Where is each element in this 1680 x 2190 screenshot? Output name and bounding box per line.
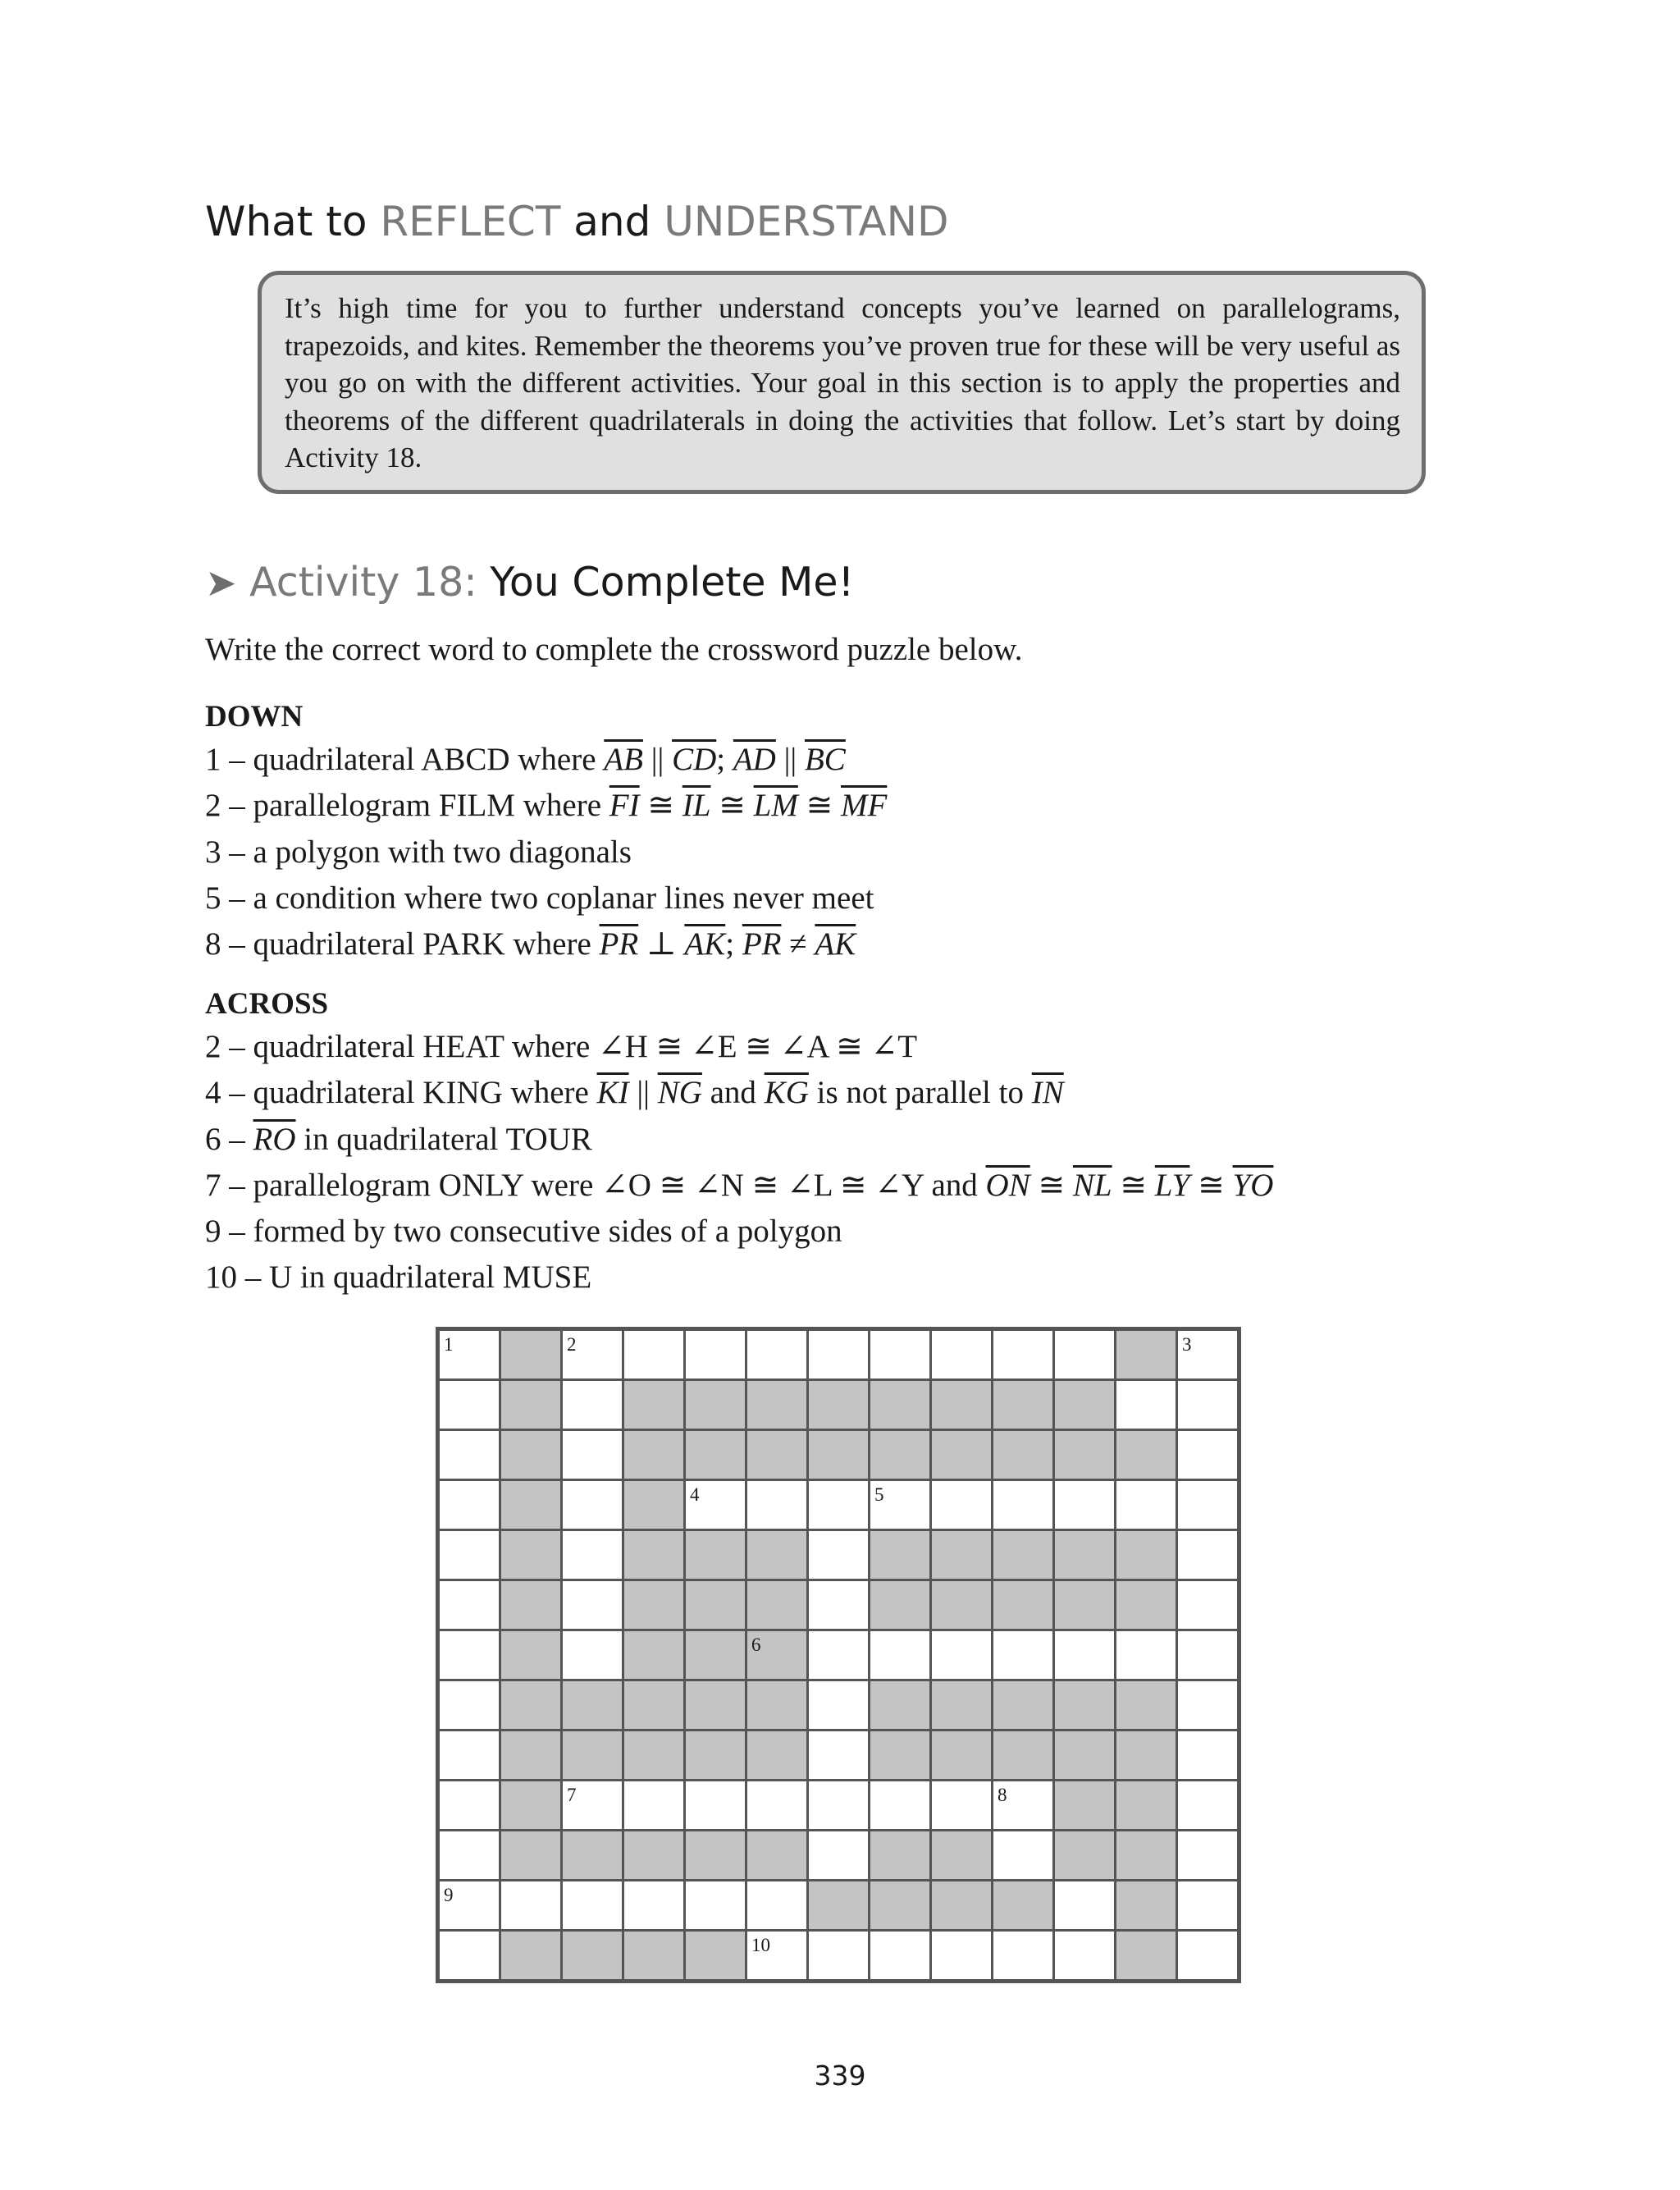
crossword-block (500, 1380, 562, 1430)
crossword-cell[interactable] (438, 1530, 500, 1580)
clue-text: || (642, 742, 673, 777)
clue-number: 10 (751, 1935, 770, 1955)
clue-text: ≅ (1112, 1167, 1155, 1203)
crossword-cell[interactable] (808, 1580, 870, 1630)
crossword-cell[interactable] (438, 1480, 500, 1530)
crossword-cell[interactable] (993, 1329, 1054, 1380)
crossword-cell[interactable] (931, 1480, 993, 1530)
crossword-block (623, 1831, 685, 1881)
crossword-cell[interactable] (1177, 1329, 1239, 1380)
crossword-cell[interactable] (685, 1480, 746, 1530)
crossword-cell[interactable] (1177, 1731, 1239, 1781)
crossword-block (993, 1881, 1054, 1931)
crossword-block (993, 1580, 1054, 1630)
crossword-row (438, 1680, 1239, 1731)
section-title-understand: UNDERSTAND (664, 198, 949, 245)
segment-notation: $\overline{YO}$ (1232, 1167, 1274, 1203)
crossword-row (438, 1731, 1239, 1781)
crossword-block (500, 1530, 562, 1580)
across-clue (205, 1255, 1273, 1301)
crossword-block (1054, 1680, 1116, 1731)
crossword-block (685, 1530, 746, 1580)
crossword-block (931, 1831, 993, 1881)
crossword-cell[interactable] (931, 1931, 993, 1982)
crossword-block (870, 1881, 931, 1931)
crossword-block (1054, 1530, 1116, 1580)
crossword-block (1116, 1831, 1177, 1881)
crossword-block (685, 1380, 746, 1430)
crossword-block (562, 1931, 623, 1982)
crossword-block (500, 1781, 562, 1831)
segment-notation: $\overline{AB}$ (604, 742, 643, 777)
segment-notation: $\overline{LY}$ (1154, 1167, 1190, 1203)
crossword-block (870, 1831, 931, 1881)
crossword-row (438, 1630, 1239, 1680)
crossword-cell[interactable] (438, 1931, 500, 1982)
clue-text: ; (716, 742, 733, 777)
segment-notation: $\overline{AD}$ (733, 742, 776, 777)
clue-text: 3 – a polygon with two diagonals (205, 834, 632, 870)
crossword-block (993, 1380, 1054, 1430)
down-clue (205, 921, 887, 967)
crossword-block (500, 1580, 562, 1630)
crossword-cell[interactable] (1177, 1430, 1239, 1480)
section-title-prefix: What to (205, 198, 381, 245)
activity-title (205, 558, 854, 607)
crossword-cell[interactable] (808, 1731, 870, 1781)
crossword-block (500, 1680, 562, 1731)
crossword-cell[interactable] (1054, 1881, 1116, 1931)
crossword-cell[interactable] (562, 1380, 623, 1430)
crossword-block (623, 1931, 685, 1982)
crossword-block (500, 1329, 562, 1380)
segment-notation: $\overline{MF}$ (841, 788, 888, 824)
crossword-block (500, 1731, 562, 1781)
crossword-block (1116, 1781, 1177, 1831)
crossword-block (870, 1731, 931, 1781)
clue-text: ≅ (1189, 1167, 1233, 1203)
segment-notation: $\overline{KI}$ (596, 1075, 629, 1111)
crossword-block (746, 1580, 808, 1630)
crossword-cell[interactable] (993, 1931, 1054, 1982)
crossword-block (931, 1530, 993, 1580)
crossword-block (1054, 1430, 1116, 1480)
crossword-block (931, 1580, 993, 1630)
crossword-block (1054, 1831, 1116, 1881)
crossword-block (623, 1430, 685, 1480)
crossword-cell[interactable] (993, 1781, 1054, 1831)
crossword-block (808, 1430, 870, 1480)
crossword-block (931, 1380, 993, 1430)
clue-text: ⊥ (638, 926, 685, 962)
crossword-block (931, 1881, 993, 1931)
crossword-cell[interactable] (562, 1630, 623, 1680)
segment-notation: $\overline{IN}$ (1031, 1075, 1064, 1111)
crossword-cell[interactable] (1116, 1480, 1177, 1530)
crossword-cell[interactable] (1054, 1329, 1116, 1380)
crossword-block (623, 1380, 685, 1430)
crossword-block (685, 1630, 746, 1680)
crossword-block (623, 1530, 685, 1580)
crossword-cell[interactable] (746, 1881, 808, 1931)
clue-text: 8 – quadrilateral PARK where (205, 926, 600, 962)
clue-text: ≅ (797, 788, 842, 824)
crossword-block (685, 1731, 746, 1781)
crossword-block (993, 1731, 1054, 1781)
crossword-cell[interactable] (1177, 1931, 1239, 1982)
clue-text: 2 – parallelogram FILM where (205, 788, 609, 824)
page-number: 339 (814, 2060, 866, 2092)
clue-text: ≅ (639, 788, 682, 824)
crossword-block (562, 1680, 623, 1731)
crossword-cell[interactable] (438, 1430, 500, 1480)
crossword-cell[interactable] (1054, 1480, 1116, 1530)
crossword-cell[interactable] (870, 1630, 931, 1680)
crossword-block (931, 1731, 993, 1781)
crossword-block (1116, 1731, 1177, 1781)
crossword-cell[interactable] (931, 1630, 993, 1680)
segment-notation: $\overline{PR}$ (599, 926, 639, 962)
activity-name: You Complete Me! (490, 559, 855, 606)
crossword-cell[interactable] (1177, 1680, 1239, 1731)
clue-text: || (775, 742, 805, 777)
crossword-cell[interactable] (808, 1781, 870, 1831)
crossword-block (870, 1430, 931, 1480)
clue-number: 8 (998, 1785, 1007, 1805)
segment-notation: $\overline{FI}$ (609, 788, 640, 824)
crossword-cell[interactable] (1116, 1380, 1177, 1430)
crossword-block (500, 1630, 562, 1680)
crossword-block (746, 1430, 808, 1480)
crossword-cell[interactable] (685, 1881, 746, 1931)
crossword-block (623, 1630, 685, 1680)
crossword-cell[interactable] (993, 1480, 1054, 1530)
crossword-row (438, 1329, 1239, 1380)
crossword-grid (436, 1327, 1241, 1983)
down-clue (205, 830, 887, 876)
crossword-block (1116, 1430, 1177, 1480)
crossword-cell[interactable] (1177, 1580, 1239, 1630)
clue-text: in quadrilateral TOUR (295, 1121, 592, 1157)
crossword-cell[interactable] (438, 1781, 500, 1831)
crossword-cell[interactable] (685, 1329, 746, 1380)
crossword-cell[interactable] (438, 1881, 500, 1931)
intro-box: It’s high time for you to further understand concepts you’ve learned on parallelograms, trapezoids, and kites. Remember the theorems you’ve proven true for these will be very useful as you go on with the different activities. Your goal in this section is to apply the properties and theorems of the different quadrilaterals in doing the activities that follow. Let’s start by doing Activity 18. (258, 271, 1426, 494)
crossword-block (500, 1430, 562, 1480)
crossword-cell[interactable] (438, 1831, 500, 1881)
crossword-block (562, 1831, 623, 1881)
crossword-block (870, 1530, 931, 1580)
segment-notation: $\overline{CD}$ (672, 742, 717, 777)
clue-text: || (628, 1075, 658, 1111)
crossword-block (1116, 1530, 1177, 1580)
crossword-cell[interactable] (1177, 1831, 1239, 1881)
across-clue-list (205, 1024, 1273, 1301)
down-heading: DOWN (205, 700, 304, 734)
crossword-cell[interactable] (808, 1480, 870, 1530)
crossword-row (438, 1781, 1239, 1831)
crossword-block (870, 1680, 931, 1731)
segment-notation: $\overline{RO}$ (253, 1121, 296, 1157)
crossword-block (870, 1580, 931, 1630)
crossword-cell[interactable] (1177, 1881, 1239, 1931)
crossword-cell[interactable] (562, 1580, 623, 1630)
crossword-row (438, 1380, 1239, 1430)
crossword-row (438, 1480, 1239, 1530)
clue-text: 5 – a condition where two coplanar lines never meet (205, 880, 874, 916)
crossword-block (1054, 1781, 1116, 1831)
crossword-block (500, 1480, 562, 1530)
crossword-cell[interactable] (438, 1680, 500, 1731)
crossword-cell[interactable] (808, 1831, 870, 1881)
crossword-cell[interactable] (993, 1630, 1054, 1680)
crossword-cell[interactable] (746, 1329, 808, 1380)
crossword-cell[interactable] (438, 1731, 500, 1781)
crossword-block (746, 1680, 808, 1731)
crossword-row (438, 1530, 1239, 1580)
segment-notation: $\overline{AK}$ (815, 926, 856, 962)
arrow-icon: ➤ (205, 560, 237, 605)
crossword-cell[interactable] (870, 1480, 931, 1530)
across-clue (205, 1117, 1273, 1163)
crossword-cell[interactable] (562, 1781, 623, 1831)
segment-notation: $\overline{PR}$ (742, 926, 782, 962)
clue-text: 10 – U in quadrilateral MUSE (205, 1260, 592, 1296)
crossword-block (623, 1680, 685, 1731)
crossword-cell[interactable] (623, 1329, 685, 1380)
crossword-cell[interactable] (870, 1329, 931, 1380)
segment-notation: $\overline{BC}$ (804, 742, 846, 777)
segment-notation: $\overline{IL}$ (682, 788, 711, 824)
segment-notation: $\overline{LM}$ (753, 788, 798, 824)
crossword-block (808, 1881, 870, 1931)
crossword-cell[interactable] (1177, 1530, 1239, 1580)
activity-label: Activity 18: (249, 559, 477, 606)
section-title (205, 197, 949, 246)
crossword-cell[interactable] (623, 1881, 685, 1931)
clue-text: ≅ (1029, 1167, 1073, 1203)
crossword-cell[interactable] (931, 1781, 993, 1831)
crossword-cell[interactable] (438, 1380, 500, 1430)
crossword-cell[interactable] (808, 1630, 870, 1680)
crossword-block (931, 1430, 993, 1480)
clue-number: 5 (874, 1484, 884, 1505)
across-clue (205, 1070, 1273, 1116)
crossword-row (438, 1881, 1239, 1931)
segment-notation: $\overline{NG}$ (657, 1075, 702, 1111)
crossword-row (438, 1931, 1239, 1982)
crossword-cell[interactable] (562, 1430, 623, 1480)
segment-notation: $\overline{ON}$ (985, 1167, 1030, 1203)
clue-number: 4 (690, 1484, 700, 1505)
clue-number: 2 (567, 1334, 577, 1355)
down-clue (205, 876, 887, 921)
crossword-block (1116, 1881, 1177, 1931)
clue-text: 4 – quadrilateral KING where (205, 1075, 597, 1111)
crossword-block (1054, 1731, 1116, 1781)
clue-text: and (701, 1075, 765, 1111)
crossword-block (993, 1530, 1054, 1580)
crossword-cell[interactable] (562, 1881, 623, 1931)
down-clue-list (205, 737, 887, 967)
crossword-block (993, 1680, 1054, 1731)
crossword-row (438, 1831, 1239, 1881)
crossword-cell[interactable] (808, 1931, 870, 1982)
crossword-cell[interactable] (808, 1530, 870, 1580)
clue-number: 1 (444, 1334, 454, 1355)
clue-text: 9 – formed by two consecutive sides of a polygon (205, 1214, 842, 1250)
clue-text: 2 – quadrilateral HEAT where ∠H ≅ ∠E ≅ ∠A ≅ ∠T (205, 1029, 918, 1064)
clue-number: 7 (567, 1785, 577, 1805)
crossword-block (1116, 1580, 1177, 1630)
crossword-block (1116, 1680, 1177, 1731)
section-title-and: and (560, 198, 664, 245)
crossword-block (808, 1380, 870, 1430)
crossword-block (746, 1530, 808, 1580)
crossword-block (746, 1731, 808, 1781)
crossword-cell[interactable] (438, 1630, 500, 1680)
crossword-cell[interactable] (993, 1831, 1054, 1881)
clue-number: 6 (751, 1634, 761, 1655)
clue-text: 6 – (205, 1121, 253, 1157)
crossword-block (500, 1931, 562, 1982)
crossword-block (685, 1430, 746, 1480)
across-heading: ACROSS (205, 987, 329, 1021)
crossword-block (685, 1580, 746, 1630)
down-clue (205, 783, 887, 829)
crossword-cell[interactable] (808, 1680, 870, 1731)
crossword-block (1054, 1580, 1116, 1630)
crossword-cell[interactable] (1177, 1380, 1239, 1430)
crossword-block (500, 1831, 562, 1881)
segment-notation: $\overline{AK}$ (684, 926, 726, 962)
crossword-cell[interactable] (746, 1480, 808, 1530)
crossword-block (1054, 1380, 1116, 1430)
section-title-reflect: REFLECT (380, 198, 561, 245)
crossword-block (931, 1680, 993, 1731)
crossword-block (1116, 1329, 1177, 1380)
down-clue (205, 737, 887, 783)
crossword-cell[interactable] (1054, 1630, 1116, 1680)
clue-number: 9 (444, 1885, 454, 1905)
crossword-block (1116, 1931, 1177, 1982)
clue-text: 1 – quadrilateral ABCD where (205, 742, 605, 777)
crossword-cell[interactable] (870, 1931, 931, 1982)
crossword-cell[interactable] (438, 1329, 500, 1380)
across-clue (205, 1209, 1273, 1255)
crossword-block (746, 1831, 808, 1881)
crossword-cell[interactable] (870, 1781, 931, 1831)
crossword-cell[interactable] (562, 1530, 623, 1580)
clue-text: ≅ (710, 788, 754, 824)
crossword-block (746, 1630, 808, 1680)
crossword-cell[interactable] (1054, 1931, 1116, 1982)
crossword-block (562, 1731, 623, 1781)
segment-notation: $\overline{NL}$ (1072, 1167, 1112, 1203)
crossword-block (870, 1380, 931, 1430)
crossword-block (685, 1931, 746, 1982)
crossword-cell[interactable] (746, 1931, 808, 1982)
crossword-row (438, 1430, 1239, 1480)
crossword-block (623, 1480, 685, 1530)
crossword-row (438, 1580, 1239, 1630)
crossword-cell[interactable] (808, 1329, 870, 1380)
crossword-block (685, 1680, 746, 1731)
crossword-cell[interactable] (1177, 1480, 1239, 1530)
crossword-block (623, 1580, 685, 1630)
across-clue (205, 1024, 1273, 1070)
crossword-cell[interactable] (931, 1329, 993, 1380)
crossword-block (746, 1380, 808, 1430)
clue-text: ; (725, 926, 742, 962)
clue-text: 7 – parallelogram ONLY were ∠O ≅ ∠N ≅ ∠L ≅ ∠Y and (205, 1167, 986, 1203)
clue-text: ≠ (781, 926, 815, 962)
crossword-cell[interactable] (1177, 1630, 1239, 1680)
crossword-block (993, 1430, 1054, 1480)
crossword-cell[interactable] (685, 1781, 746, 1831)
across-clue (205, 1163, 1273, 1209)
crossword-cell[interactable] (438, 1580, 500, 1630)
instruction: Write the correct word to complete the crossword puzzle below. (205, 632, 1023, 667)
clue-number: 3 (1182, 1334, 1192, 1355)
crossword-cell[interactable] (623, 1781, 685, 1831)
clue-text: is not parallel to (808, 1075, 1032, 1111)
segment-notation: $\overline{KG}$ (764, 1075, 809, 1111)
crossword-cell[interactable] (1177, 1781, 1239, 1831)
crossword-cell[interactable] (500, 1881, 562, 1931)
crossword-cell[interactable] (562, 1480, 623, 1530)
crossword-block (685, 1831, 746, 1881)
crossword-cell[interactable] (746, 1781, 808, 1831)
crossword-block (623, 1731, 685, 1781)
crossword-cell[interactable] (562, 1329, 623, 1380)
crossword-cell[interactable] (1116, 1630, 1177, 1680)
